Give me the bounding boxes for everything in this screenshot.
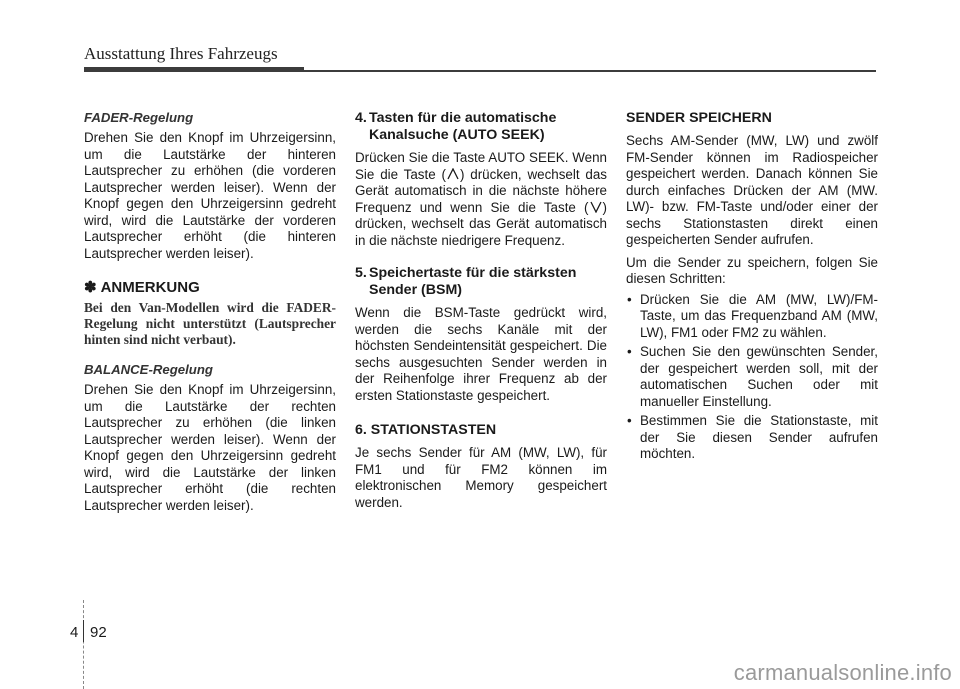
section-5-title-line1: Speichertaste für die stärksten: [369, 265, 577, 281]
section-4-text-part3: ) drücken, wechselt das Gerät automatisch in die nächste niedrigere Frequenz.: [355, 199, 607, 248]
balance-text: Drehen Sie den Knopf im Uhrzeigersinn, um die Lautstärke der rechten Lautsprecher zu erhöhen (die linken Lautsprecher werden leiser). Wenn der Knopf gegen den Uhrzeigersinn gedreht wird, wird die Lautstärke der linken Lautsprecher erhöht (die rechten Lautsprecher werden leiser).: [84, 382, 336, 513]
page-number: 92: [90, 624, 107, 641]
section-5-number: 5.: [355, 265, 367, 281]
list-item: • Drücken Sie die AM (MW, LW)/FM-Taste, um das Frequenzband AM (MW, LW), FM1 oder FM2 zu wählen.: [627, 291, 878, 340]
section-5-heading: [355, 265, 607, 299]
section-4-text-part2: ) drücken, wechselt das Gerät automatisch in die nächste höhere Frequenz und wenn Sie die Taste (: [355, 166, 607, 215]
store-stations-steps-intro: Um die Sender zu speichern, folgen Sie diesen Schritten:: [626, 254, 878, 286]
note-title: ANMERKUNG: [100, 279, 200, 296]
list-item-text: Bestimmen Sie die Stationstaste, mit der Sie diesen Sender aufrufen möchten.: [640, 413, 878, 461]
fader-text: Drehen Sie den Knopf im Uhrzeigersinn, um die Lautstärke der hinteren Lautsprecher zu erhöhen (die vorderen Lautsprecher werden leiser). Wenn der Knopf gegen den Uhrzeigersinn gedreht wird, wird die Lautstärke der vorderen Lautsprecher erhöht (die hinteren Lautsprecher werden leiser).: [84, 130, 336, 261]
header-rule: [84, 67, 304, 72]
store-stations-heading: SENDER SPEICHERN: [626, 110, 772, 126]
list-item: • Bestimmen Sie die Stationstaste, mit der Sie diesen Sender aufrufen möchten.: [627, 413, 878, 461]
column-middle: [355, 110, 607, 511]
section-4-text-part1: Drücken Sie die Taste AUTO SEEK. Wenn Sie die Taste (: [355, 150, 607, 182]
store-stations-text: Sechs AM-Sender (MW, LW) und zwölf FM-Sender können im Radiospeicher gespeichert werden. Danach können Sie durch einfaches Drücken der AM (MW. LW)- bzw. FM-Taste und/oder einer der sechs Stationstasten direkt einen gespeicherten Sender aufrufen.: [626, 133, 878, 247]
section-4-title-line2: Kanalsuche (AUTO SEEK): [369, 127, 545, 143]
section-4-heading: [355, 110, 607, 144]
column-right: [626, 110, 878, 466]
section-5-text: Wenn die BSM-Taste gedrückt wird, werden die sechs Kanäle mit der höchsten Sendeintensität gespeichert. Die sechs ausgesuchten Sender werden in der Reihenfolge ihrer Frequenz ab der ersten Stationstaste gespeichert.: [355, 305, 607, 403]
list-item: • Suchen Sie den gewünschten Sender, der gespeichert werden soll, mit der automatischen Suchen oder mit manueller Einstellung.: [627, 344, 878, 409]
section-4-text: [355, 150, 607, 249]
column-left: [84, 110, 336, 514]
header-rule-thin: [304, 70, 876, 72]
section-6-heading: 6. STATIONSTASTEN: [355, 422, 497, 438]
watermark: carmanualsonline.info: [733, 660, 952, 685]
note-star-icon: ✽: [84, 279, 97, 296]
list-item-text: Drücken Sie die AM (MW, LW)/FM-Taste, um das Frequenzband AM (MW, LW), FM1 oder FM2 zu wählen.: [640, 291, 878, 340]
seek-down-icon: [590, 201, 602, 213]
section-6-text: Je sechs Sender für AM (MW, LW), für FM1 und für FM2 können im elektronischen Memory gespeichert werden.: [355, 445, 607, 510]
section-5-title-line2: Sender (BSM): [369, 282, 463, 298]
fader-heading: FADER-Regelung: [84, 110, 194, 125]
chapter-number: 4: [70, 624, 79, 641]
note-text: Bei den Van-Modellen wird die FADER-Regelung nicht unterstützt (Lautsprecher hinten sind nicht verbaut).: [84, 300, 336, 347]
section-4-number: 4.: [355, 110, 367, 126]
section-4-title-line1: Tasten für die automatische: [369, 110, 557, 126]
list-item-text: Suchen Sie den gewünschten Sender, der gespeichert werden soll, mit der automatischen Suchen oder mit manueller Einstellung.: [640, 344, 878, 409]
page-number-divider: [83, 620, 84, 642]
page-header-title: Ausstattung Ihres Fahrzeugs: [84, 44, 278, 63]
margin-guide-line: [83, 600, 84, 689]
note-heading: [84, 278, 336, 296]
balance-heading: BALANCE-Regelung: [84, 362, 213, 377]
store-stations-steps: [626, 292, 878, 463]
seek-up-icon: [447, 168, 459, 180]
